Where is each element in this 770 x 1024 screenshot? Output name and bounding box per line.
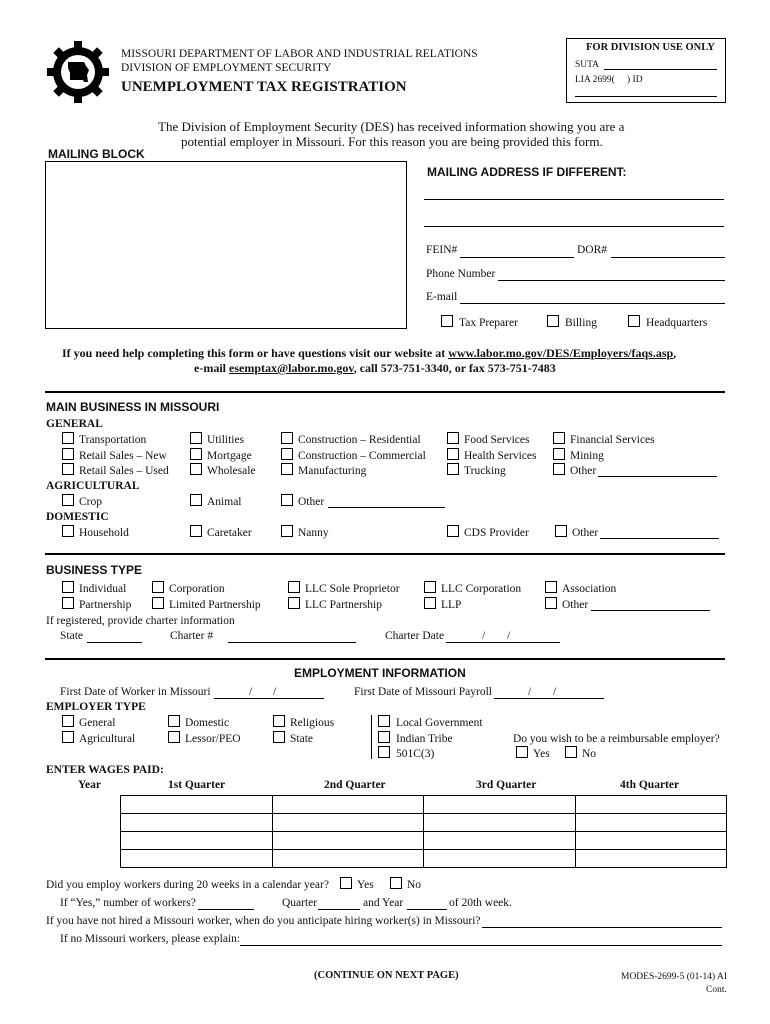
email-field[interactable] [460,303,725,304]
twenty-weeks-no-checkbox[interactable] [390,877,402,889]
limited-partnership-label: Limited Partnership [169,599,261,611]
utilities-label: Utilities [207,434,245,446]
intro-line-1: The Division of Employment Security (DES) has received information showing you are a [158,119,625,134]
q1-header: 1st Quarter [168,779,226,791]
if-yes-label: If “Yes,” number of workers? [60,897,196,909]
bt-other-label: Other [562,599,589,611]
transportation-checkbox[interactable] [62,432,74,444]
logo [46,40,110,104]
wage-cell[interactable] [575,814,727,832]
mortgage-checkbox[interactable] [190,448,202,460]
wages-table [120,795,727,868]
divider [45,658,725,660]
dor-label: DOR# [577,244,608,256]
retail-new-checkbox[interactable] [62,448,74,460]
dom-other-checkbox[interactable] [555,525,567,537]
table-row [121,832,727,850]
table-row [121,814,727,832]
et-lessor-checkbox[interactable] [168,731,180,743]
et-general-label: General [79,717,116,729]
wage-cell[interactable] [121,850,273,868]
twenty-weeks-yes-checkbox[interactable] [340,877,352,889]
billing-checkbox[interactable] [547,315,559,327]
wholesale-label: Wholesale [207,465,256,477]
transportation-label: Transportation [79,434,147,446]
limited-partnership-checkbox[interactable] [152,597,164,609]
reimburse-question: Do you wish to be a reimbursable employer? [513,733,720,745]
llc-corporation-label: LLC Corporation [441,583,522,595]
fein-label: FEIN# [426,244,458,256]
health-services-label: Health Services [464,450,537,462]
wage-cell[interactable] [575,832,727,850]
dept-name: MISSOURI DEPARTMENT OF LABOR AND INDUSTRIAL RELATIONS [121,48,478,60]
caretaker-label: Caretaker [207,527,252,539]
et-lessor-label: Lessor/PEO [185,733,241,745]
llc-sole-label: LLC Sole Proprietor [305,583,400,595]
state-label: State [60,630,83,642]
cont-label: Cont. [706,985,727,995]
reimburse-yes-label: Yes [533,748,550,760]
food-services-checkbox[interactable] [447,432,459,444]
alt-address-label: MAILING ADDRESS IF DIFFERENT: [427,165,627,179]
tax-preparer-label: Tax Preparer [459,317,518,329]
health-services-checkbox[interactable] [447,448,459,460]
year-header: Year [78,779,101,791]
group-bracket [371,715,372,759]
et-local-gov-label: Local Government [396,717,483,729]
et-state-label: State [290,733,313,745]
et-indian-tribe-label: Indian Tribe [396,733,453,745]
general-other-label: Other [570,465,597,477]
association-label: Association [562,583,617,595]
construction-commercial-checkbox[interactable] [281,448,293,460]
hire-date-field[interactable] [482,927,722,928]
divider [45,391,725,393]
wage-cell[interactable] [272,850,424,868]
retail-used-checkbox[interactable] [62,463,74,475]
llc-corporation-checkbox[interactable] [424,581,436,593]
mining-checkbox[interactable] [553,448,565,460]
individual-label: Individual [79,583,127,595]
trucking-label: Trucking [464,465,506,477]
partnership-checkbox[interactable] [62,597,74,609]
continue-note: (CONTINUE ON NEXT PAGE) [314,970,459,981]
tax-preparer-checkbox[interactable] [441,315,453,327]
year-field[interactable] [407,909,447,910]
main-business-title: MAIN BUSINESS IN MISSOURI [46,400,220,414]
intro-line-2: potential employer in Missouri. For this reason you are being provided this form. [181,134,603,149]
et-domestic-checkbox[interactable] [168,715,180,727]
wage-cell[interactable] [424,814,576,832]
et-501c3-label: 501C(3) [396,748,435,760]
divider [45,553,725,555]
construction-residential-checkbox[interactable] [281,432,293,444]
q4-header: 4th Quarter [620,779,680,791]
trucking-checkbox[interactable] [447,463,459,475]
state-field[interactable] [87,642,142,643]
headquarters-label: Headquarters [646,317,708,329]
bt-other-checkbox[interactable] [545,597,557,609]
first-worker-label: First Date of Worker in Missouri [60,686,211,698]
billing-label: Billing [565,317,597,329]
date-slash: / [528,686,532,698]
mailing-block-box[interactable] [45,161,407,329]
nanny-checkbox[interactable] [281,525,293,537]
help-text: If you need help completing this form or have questions visit our website at [62,346,449,360]
quarter-label: Quarter [282,897,318,909]
agri-other-field[interactable] [328,507,445,508]
hire-question: If you have not hired a Missouri worker, when do you anticipate hiring worker(s) in Missouri? [46,915,481,927]
charter-date-label: Charter Date [385,630,445,642]
date-slash: / [553,686,557,698]
et-religious-checkbox[interactable] [273,715,285,727]
et-state-checkbox[interactable] [273,731,285,743]
explain-field[interactable] [240,945,722,946]
wage-cell[interactable] [272,796,424,814]
email-label: E-mail [426,291,458,303]
reimburse-no-label: No [582,748,597,760]
date-slash: / [482,630,486,642]
and-year-label: and Year [363,897,404,909]
household-checkbox[interactable] [62,525,74,537]
suta-field[interactable] [604,69,717,70]
charter-num-label: Charter # [170,630,214,642]
reimburse-yes-checkbox[interactable] [516,746,528,758]
manufacturing-checkbox[interactable] [281,463,293,475]
agricultural-label: AGRICULTURAL [46,480,140,492]
employment-title: EMPLOYMENT INFORMATION [294,666,466,680]
fein-field[interactable] [460,257,574,258]
wage-cell[interactable] [121,814,273,832]
date-slash: / [507,630,511,642]
construction-residential-label: Construction – Residential [298,434,421,446]
et-religious-label: Religious [290,717,335,729]
table-row [121,796,727,814]
employer-type-label: EMPLOYER TYPE [46,701,146,713]
mailing-block-label: MAILING BLOCK [48,147,145,161]
wage-cell[interactable] [424,850,576,868]
et-local-gov-checkbox[interactable] [378,715,390,727]
phone-label: Phone Number [426,268,496,280]
alt-address-line-2[interactable] [424,226,724,227]
wage-cell[interactable] [575,796,727,814]
twenty-weeks-yes-label: Yes [357,879,374,891]
manufacturing-label: Manufacturing [298,465,367,477]
individual-checkbox[interactable] [62,581,74,593]
help-line-2 [194,362,556,375]
agri-other-label: Other [298,496,325,508]
lia-label: LIA 2699( [575,75,615,85]
household-label: Household [79,527,129,539]
dom-other-label: Other [572,527,599,539]
corporation-label: Corporation [169,583,225,595]
division-name: DIVISION OF EMPLOYMENT SECURITY [121,62,332,74]
et-501c3-checkbox[interactable] [378,746,390,758]
partnership-label: Partnership [79,599,132,611]
wage-cell[interactable] [424,832,576,850]
financial-services-label: Financial Services [570,434,655,446]
crop-label: Crop [79,496,102,508]
missouri-gear-seal-icon [46,40,110,104]
reimburse-no-checkbox[interactable] [565,746,577,758]
suta-label: SUTA [575,60,600,70]
workers-count-field[interactable] [198,909,254,910]
faq-link[interactable]: www.labor.mo.gov/DES/Employers/faqs.asp [448,346,674,360]
llp-label: LLP [441,599,462,611]
id-label: ) ID [627,75,643,85]
general-other-checkbox[interactable] [553,463,565,475]
mortgage-label: Mortgage [207,450,252,462]
of-20th-label: of 20th week. [449,897,512,909]
help-comma: , [673,346,677,360]
et-agricultural-label: Agricultural [79,733,136,745]
utilities-checkbox[interactable] [190,432,202,444]
contact-numbers: , call 573-751-3340, or fax 573-751-7483 [353,361,556,375]
dor-field[interactable] [611,257,725,258]
animal-label: Animal [207,496,242,508]
crop-checkbox[interactable] [62,494,74,506]
wholesale-checkbox[interactable] [190,463,202,475]
bt-other-field[interactable] [591,610,710,611]
wage-cell[interactable] [272,832,424,850]
mining-label: Mining [570,450,604,462]
construction-commercial-label: Construction – Commercial [298,450,426,462]
charter-num-field[interactable] [228,642,356,643]
llc-partnership-checkbox[interactable] [288,597,300,609]
cds-provider-checkbox[interactable] [447,525,459,537]
date-slash: / [273,686,277,698]
explain-label: If no Missouri workers, please explain: [60,933,241,945]
first-payroll-field[interactable] [494,698,604,699]
wage-cell[interactable] [575,850,727,868]
et-general-checkbox[interactable] [62,715,74,727]
quarter-field[interactable] [318,909,360,910]
form-id: MODES-2699-5 (01-14) AI [621,972,728,982]
llp-checkbox[interactable] [424,597,436,609]
general-other-field[interactable] [598,476,717,477]
phone-field[interactable] [498,280,725,281]
corporation-checkbox[interactable] [152,581,164,593]
page-title: UNEMPLOYMENT TAX REGISTRATION [121,79,407,95]
domestic-label: DOMESTIC [46,511,109,523]
et-indian-tribe-checkbox[interactable] [378,731,390,743]
retail-new-label: Retail Sales – New [79,450,167,462]
llc-partnership-label: LLC Partnership [305,599,382,611]
general-label: GENERAL [46,418,103,430]
wage-cell[interactable] [272,814,424,832]
business-type-title: BUSINESS TYPE [46,563,143,577]
wage-cell[interactable] [121,796,273,814]
twenty-weeks-no-label: No [407,879,422,891]
caretaker-checkbox[interactable] [190,525,202,537]
twenty-weeks-question: Did you employ workers during 20 weeks in a calendar year? [46,879,329,891]
food-services-label: Food Services [464,434,530,446]
charter-note: If registered, provide charter information [46,615,235,627]
q3-header: 3rd Quarter [476,779,537,791]
first-worker-field[interactable] [214,698,324,699]
agri-other-checkbox[interactable] [281,494,293,506]
wage-cell[interactable] [121,832,273,850]
et-agricultural-checkbox[interactable] [62,731,74,743]
q2-header: 2nd Quarter [324,779,386,791]
help-line-1 [62,347,676,360]
email-prefix: e-mail [194,361,229,375]
wage-cell[interactable] [424,796,576,814]
email-link[interactable]: esemptax@labor.mo.gov [229,361,354,375]
cds-provider-label: CDS Provider [464,527,529,539]
date-slash: / [249,686,253,698]
headquarters-checkbox[interactable] [628,315,640,327]
charter-date-field[interactable] [446,642,560,643]
financial-services-checkbox[interactable] [553,432,565,444]
alt-address-line-1[interactable] [424,199,724,200]
et-domestic-label: Domestic [185,717,230,729]
division-use-title: FOR DIVISION USE ONLY [586,42,715,53]
first-payroll-label: First Date of Missouri Payroll [354,686,492,698]
nanny-label: Nanny [298,527,329,539]
lia-field[interactable] [575,96,717,97]
table-row [121,850,727,868]
llc-sole-checkbox[interactable] [288,581,300,593]
retail-used-label: Retail Sales – Used [79,465,169,477]
association-checkbox[interactable] [545,581,557,593]
dom-other-field[interactable] [600,538,719,539]
wages-label: ENTER WAGES PAID: [46,764,164,776]
animal-checkbox[interactable] [190,494,202,506]
